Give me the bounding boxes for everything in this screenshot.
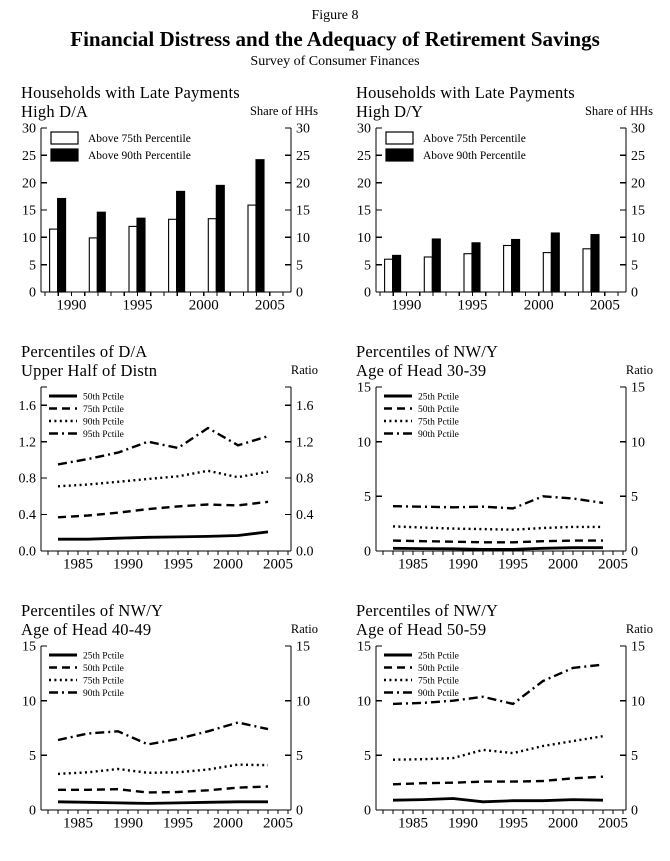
chart-subtitle: Upper Half of Distn [21,361,158,380]
svg-text:1990: 1990 [113,556,143,573]
axis-unit-label: Ratio [625,363,653,377]
chart-subtitle: High D/Y [356,102,424,121]
axes [19,387,314,573]
chart-late-payments-high-da [3,83,330,316]
svg-text:10: 10 [631,230,645,246]
svg-text:15: 15 [22,640,36,655]
svg-text:2005: 2005 [598,815,628,832]
svg-text:20: 20 [296,176,310,192]
chart-title: Percentiles of D/A [21,342,148,361]
svg-text:20: 20 [631,176,645,192]
svg-text:1985: 1985 [63,815,93,832]
svg-text:20: 20 [357,176,371,192]
chart-title-block [21,342,330,380]
svg-text:25: 25 [22,148,36,164]
chart-late-payments-high-dy [338,83,665,316]
svg-text:0: 0 [364,544,371,560]
chart-title: Households with Late Payments [356,83,575,102]
svg-text:0.8: 0.8 [296,471,314,487]
series [50,160,264,292]
svg-text:95th Pctile: 95th Pctile [83,429,124,440]
svg-text:0: 0 [296,285,303,301]
svg-text:0: 0 [364,285,371,301]
svg-text:Above 75th Percentile: Above 75th Percentile [88,133,191,145]
svg-text:1985: 1985 [398,556,428,573]
svg-text:15: 15 [357,203,371,219]
svg-text:1990: 1990 [448,815,478,832]
chart-subtitle: Age of Head 50-59 [356,620,487,639]
chart-percentiles-da [3,342,330,575]
svg-text:5: 5 [364,258,371,274]
svg-text:Above 90th Percentile: Above 90th Percentile [88,150,191,162]
svg-text:0: 0 [29,803,36,819]
svg-text:15: 15 [631,381,645,396]
page-subtitle: Survey of Consumer Finances [250,54,420,69]
svg-text:1990: 1990 [56,297,87,314]
svg-text:10: 10 [22,694,36,710]
axis-unit-label: Share of HHs [249,104,318,118]
svg-text:1995: 1995 [457,297,488,314]
svg-text:25: 25 [296,148,310,164]
svg-text:90th Pctile: 90th Pctile [83,417,124,428]
axis-unit-label: Ratio [290,363,318,377]
svg-text:10: 10 [296,694,310,710]
axis-unit-label: Ratio [290,622,318,636]
svg-text:1995: 1995 [163,556,193,573]
legend [384,392,459,440]
svg-text:15: 15 [357,381,371,396]
svg-text:5: 5 [631,748,638,764]
charts-grid [3,83,668,834]
svg-text:50th Pctile: 50th Pctile [83,663,124,674]
svg-text:0.0: 0.0 [296,544,314,560]
svg-text:2005: 2005 [598,556,628,573]
svg-text:90th Pctile: 90th Pctile [83,688,124,699]
figure-header [0,0,670,70]
page-title: Financial Distress and the Adequacy of Retirement Savings [70,27,600,51]
svg-text:1995: 1995 [122,297,153,314]
svg-text:75th Pctile: 75th Pctile [83,676,124,687]
svg-text:2005: 2005 [263,556,293,573]
svg-text:1995: 1995 [163,815,193,832]
svg-text:1990: 1990 [113,815,143,832]
chart-canvas [338,381,665,575]
svg-text:10: 10 [357,230,371,246]
chart-canvas [338,122,665,316]
chart-subtitle: High D/A [21,102,89,121]
svg-text:1985: 1985 [398,815,428,832]
svg-text:25: 25 [631,148,645,164]
svg-text:1.2: 1.2 [296,435,314,451]
svg-text:10: 10 [22,230,36,246]
svg-text:50th Pctile: 50th Pctile [83,392,124,403]
svg-text:0: 0 [29,285,36,301]
chart-canvas [3,381,330,575]
svg-text:25: 25 [357,148,371,164]
svg-text:2000: 2000 [523,297,554,314]
svg-text:1995: 1995 [498,556,528,573]
svg-text:75th Pctile: 75th Pctile [83,404,124,415]
chart-canvas [3,640,330,834]
svg-text:0: 0 [631,803,638,819]
chart-nwy-age-40-49 [3,601,330,834]
legend [49,392,124,440]
chart-nwy-age-50-59 [338,601,665,834]
series [58,428,268,539]
svg-text:1.6: 1.6 [18,398,36,414]
svg-text:0: 0 [364,803,371,819]
svg-text:25th Pctile: 25th Pctile [418,392,459,403]
svg-text:15: 15 [296,640,310,655]
chart-canvas [3,122,330,316]
svg-text:2005: 2005 [254,297,285,314]
svg-text:5: 5 [631,489,638,505]
svg-text:50th Pctile: 50th Pctile [418,663,459,674]
svg-text:10: 10 [357,435,371,451]
svg-text:90th Pctile: 90th Pctile [418,429,459,440]
chart-title-block [356,601,665,639]
svg-text:5: 5 [296,748,303,764]
svg-text:15: 15 [22,203,36,219]
chart-title: Households with Late Payments [21,83,240,102]
svg-text:5: 5 [29,258,36,274]
svg-text:20: 20 [22,176,36,192]
svg-text:30: 30 [22,122,36,137]
svg-text:15: 15 [357,640,371,655]
legend [51,132,191,162]
svg-text:1985: 1985 [63,556,93,573]
chart-subtitle: Age of Head 30-39 [356,361,487,380]
svg-text:5: 5 [364,748,371,764]
svg-text:0: 0 [631,544,638,560]
svg-text:15: 15 [631,640,645,655]
chart-title: Percentiles of NW/Y [356,342,499,361]
chart-title: Percentiles of NW/Y [21,601,164,620]
svg-text:5: 5 [29,748,36,764]
axis-unit-label: Ratio [625,622,653,636]
svg-text:1990: 1990 [448,556,478,573]
svg-text:30: 30 [631,122,645,137]
legend [386,132,526,162]
svg-text:10: 10 [296,230,310,246]
series [393,496,603,549]
legend [49,651,124,699]
svg-text:Above 90th Percentile: Above 90th Percentile [423,150,526,162]
svg-text:Above 75th Percentile: Above 75th Percentile [423,133,526,145]
svg-text:90th Pctile: 90th Pctile [418,688,459,699]
chart-title-block [21,601,330,639]
svg-text:75th Pctile: 75th Pctile [418,417,459,428]
svg-text:50th Pctile: 50th Pctile [418,404,459,415]
series [385,233,599,292]
svg-text:2000: 2000 [213,556,243,573]
svg-text:10: 10 [357,694,371,710]
svg-text:1995: 1995 [498,815,528,832]
svg-text:1990: 1990 [391,297,422,314]
legend [384,651,459,699]
svg-text:5: 5 [631,258,638,274]
svg-text:15: 15 [296,203,310,219]
svg-text:30: 30 [357,122,371,137]
svg-text:30: 30 [296,122,310,137]
svg-text:5: 5 [296,258,303,274]
svg-text:25th Pctile: 25th Pctile [83,651,124,662]
svg-text:0: 0 [631,285,638,301]
svg-text:2000: 2000 [188,297,219,314]
svg-text:1.6: 1.6 [296,398,314,414]
svg-text:75th Pctile: 75th Pctile [418,676,459,687]
svg-text:2005: 2005 [589,297,620,314]
figure-label: Figure 8 [311,8,359,23]
svg-text:0.4: 0.4 [18,508,36,524]
svg-text:2005: 2005 [263,815,293,832]
svg-text:15: 15 [631,203,645,219]
chart-nwy-age-30-39 [338,342,665,575]
chart-title-block [356,342,665,380]
chart-subtitle: Age of Head 40-49 [21,620,152,639]
svg-text:10: 10 [631,694,645,710]
svg-text:0.8: 0.8 [18,471,36,487]
svg-text:5: 5 [364,489,371,505]
svg-text:2000: 2000 [548,556,578,573]
chart-canvas [338,640,665,834]
svg-text:0.4: 0.4 [296,508,314,524]
svg-text:1.2: 1.2 [18,435,36,451]
chart-title: Percentiles of NW/Y [356,601,499,620]
svg-text:0.0: 0.0 [18,544,36,560]
svg-text:2000: 2000 [213,815,243,832]
series [58,723,268,804]
svg-text:10: 10 [631,435,645,451]
svg-text:0: 0 [296,803,303,819]
svg-text:25th Pctile: 25th Pctile [418,651,459,662]
svg-text:2000: 2000 [548,815,578,832]
axis-unit-label: Share of HHs [584,104,653,118]
